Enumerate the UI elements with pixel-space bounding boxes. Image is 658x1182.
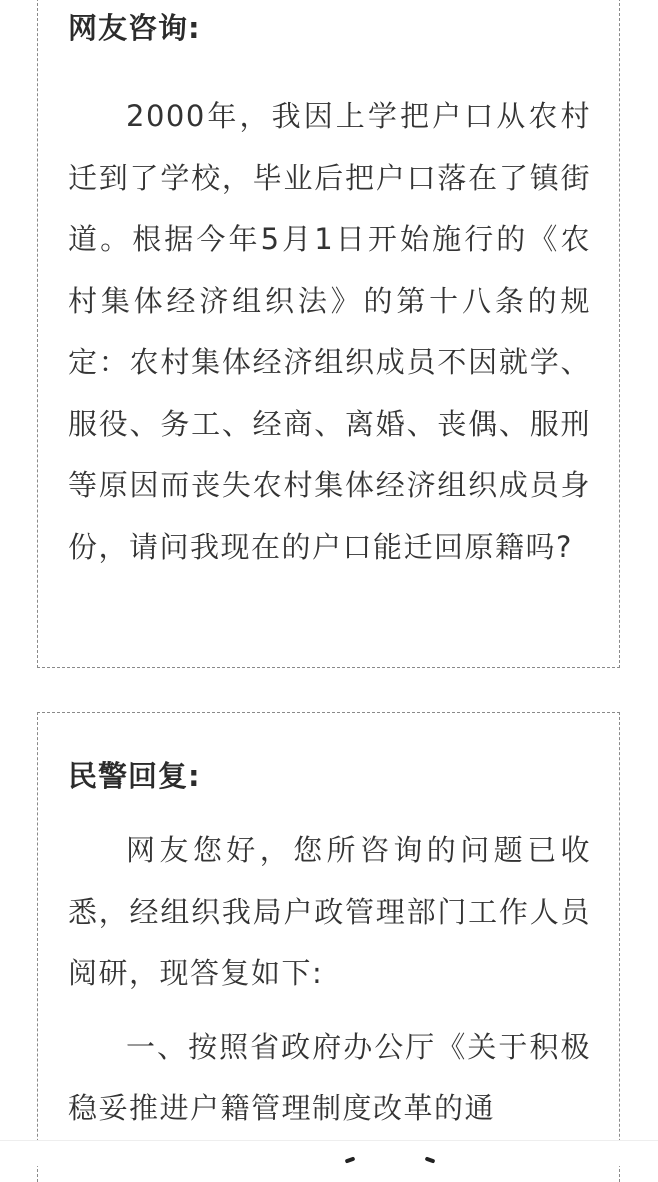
question-heading: 网友咨询: — [68, 11, 201, 45]
answer-card — [37, 712, 620, 1182]
bottom-navigation-bar — [0, 1140, 658, 1166]
answer-paragraph-1: 网友您好，您所咨询的问题已收悉，经组织我局户政管理部门工作人员阅研，现答复如下: — [68, 833, 591, 990]
answer-heading: 民警回复: — [68, 759, 201, 793]
question-card — [37, 0, 620, 668]
nav-home-gesture-icon[interactable] — [425, 1156, 436, 1163]
nav-back-gesture-icon[interactable] — [345, 1156, 356, 1163]
answer-paragraph-2: 一、按照省政府办公厅《关于积极稳妥推进户籍管理制度改革的通 — [68, 1029, 591, 1125]
question-body: 2000年，我因上学把户口从农村迁到了学校，毕业后把户口落在了镇街道。根据今年5月1日开始施行的《农村集体经济组织法》的第十八条的规定：农村集体经济组织成员不因就学、服役、务工、经商、离婚、丧偶、服刑等原因而丧失农村集体经济组织成员身份，请问我现在的户口能迁回原籍吗? — [68, 99, 591, 564]
